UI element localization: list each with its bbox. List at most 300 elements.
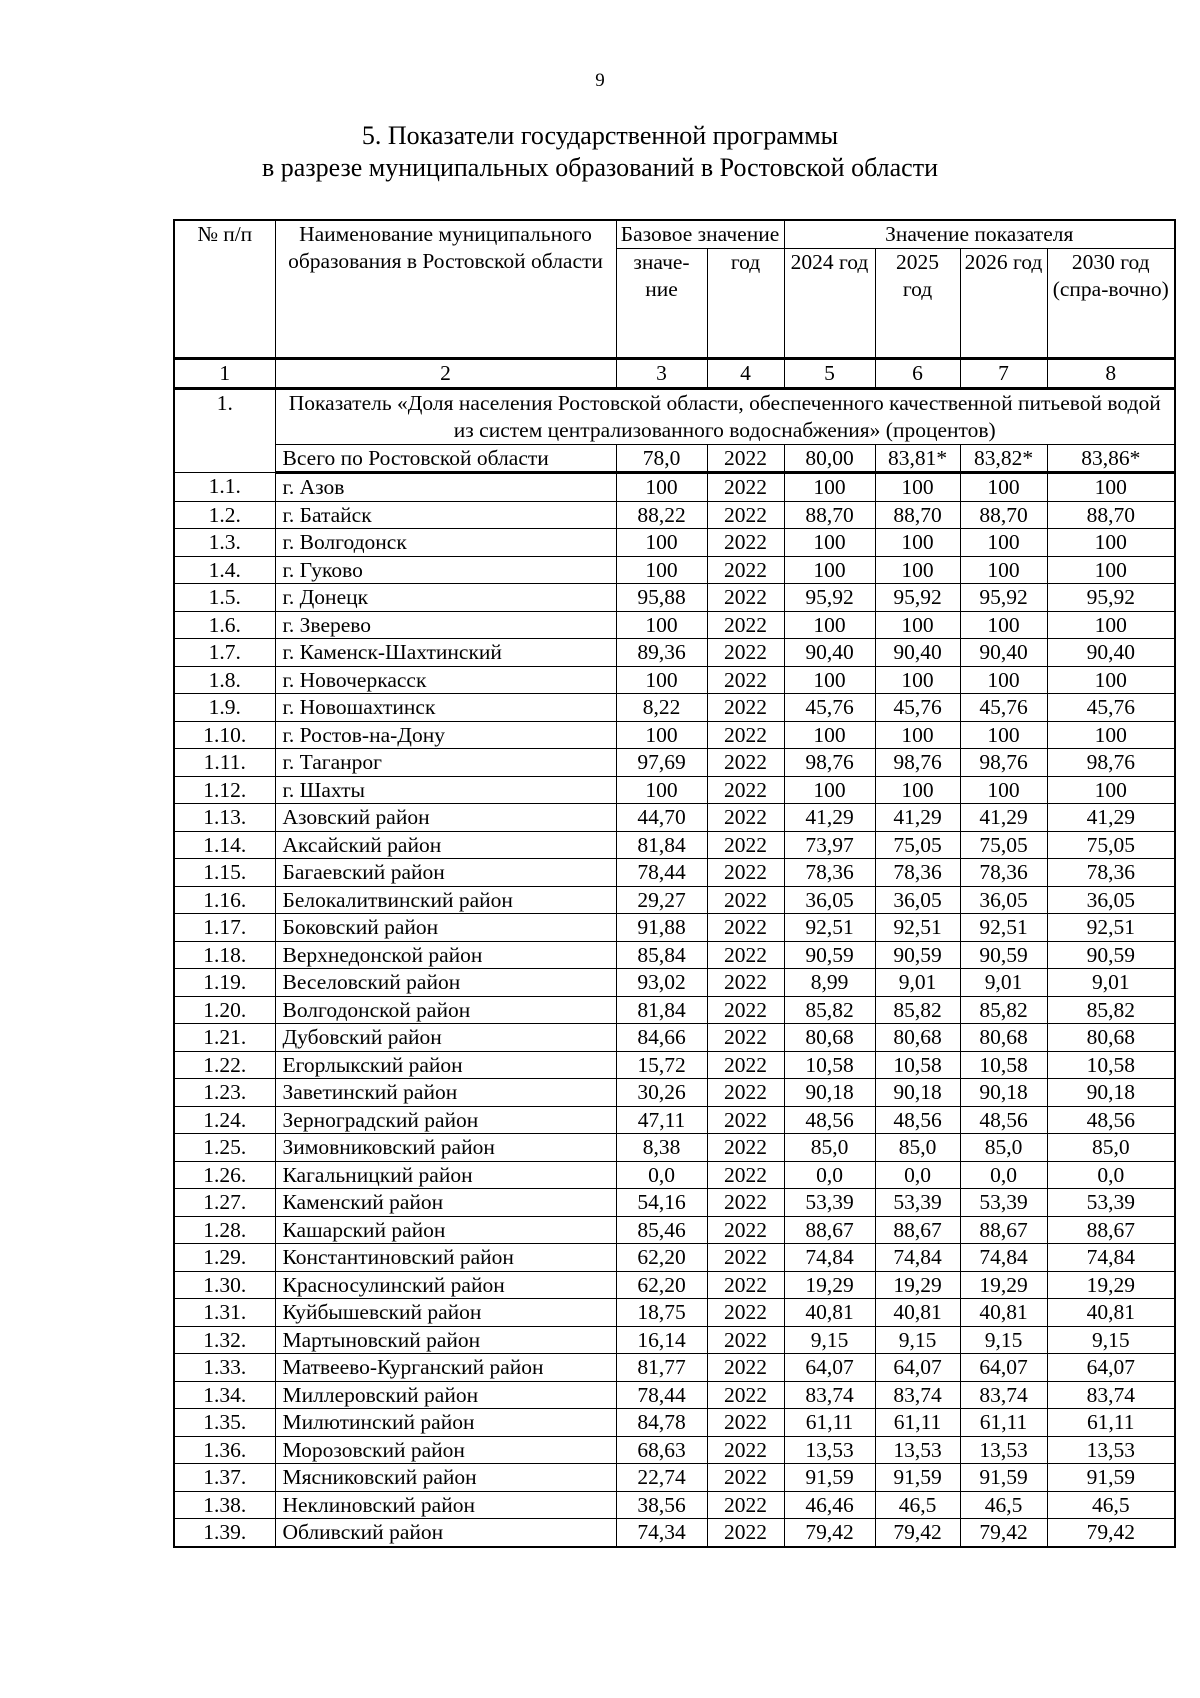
value-cell: 2022 xyxy=(707,749,784,777)
row-number: 1.28. xyxy=(174,1216,275,1244)
municipality-name: Егорлыкский район xyxy=(275,1051,616,1079)
value-cell: 8,38 xyxy=(616,1134,707,1162)
header-indicator: Значение показателя xyxy=(784,220,1175,249)
value-cell: 98,76 xyxy=(784,749,875,777)
header-base-value: значе-ние xyxy=(616,249,707,359)
value-cell: 100 xyxy=(784,666,875,694)
table-row xyxy=(174,1161,1175,1189)
value-cell: 2022 xyxy=(707,1354,784,1382)
table-row xyxy=(174,611,1175,639)
value-cell: 100 xyxy=(1047,611,1175,639)
table-row xyxy=(174,1244,1175,1272)
municipality-name: Волгодонской район xyxy=(275,996,616,1024)
value-cell: 16,14 xyxy=(616,1326,707,1354)
value-cell: 0,0 xyxy=(1047,1161,1175,1189)
row-number: 1.20. xyxy=(174,996,275,1024)
value-cell: 100 xyxy=(1047,721,1175,749)
value-cell: 100 xyxy=(875,529,960,557)
row-number: 1.38. xyxy=(174,1491,275,1519)
value-cell: 85,82 xyxy=(875,996,960,1024)
municipality-name: г. Азов xyxy=(275,473,616,502)
value-cell: 88,67 xyxy=(784,1216,875,1244)
municipality-name: Боковский район xyxy=(275,914,616,942)
value-cell: 78,44 xyxy=(616,859,707,887)
value-cell: 100 xyxy=(960,529,1047,557)
value-cell: 80,68 xyxy=(960,1024,1047,1052)
value-cell: 100 xyxy=(616,776,707,804)
value-cell: 100 xyxy=(875,611,960,639)
value-cell: 61,11 xyxy=(960,1409,1047,1437)
table-row xyxy=(174,501,1175,529)
value-cell: 100 xyxy=(1047,666,1175,694)
row-number: 1.23. xyxy=(174,1079,275,1107)
value-cell: 98,76 xyxy=(960,749,1047,777)
table-row xyxy=(174,1079,1175,1107)
table-row xyxy=(174,1464,1175,1492)
value-cell: 81,77 xyxy=(616,1354,707,1382)
municipality-name: г. Волгодонск xyxy=(275,529,616,557)
value-cell: 2022 xyxy=(707,1106,784,1134)
municipality-name: г. Новочеркасск xyxy=(275,666,616,694)
total-name: Всего по Ростовской области xyxy=(275,444,616,473)
value-cell: 91,59 xyxy=(1047,1464,1175,1492)
value-cell: 2022 xyxy=(707,804,784,832)
value-cell: 2022 xyxy=(707,501,784,529)
header-2026: 2026 год xyxy=(960,249,1047,359)
row-number: 1.30. xyxy=(174,1271,275,1299)
value-cell: 100 xyxy=(875,473,960,502)
table-row xyxy=(174,1106,1175,1134)
municipality-name: Неклиновский район xyxy=(275,1491,616,1519)
value-cell: 88,70 xyxy=(1047,501,1175,529)
col-number: 7 xyxy=(960,359,1047,389)
value-cell: 2022 xyxy=(707,639,784,667)
value-cell: 100 xyxy=(960,721,1047,749)
value-cell: 53,39 xyxy=(1047,1189,1175,1217)
value-cell: 54,16 xyxy=(616,1189,707,1217)
row-number: 1.36. xyxy=(174,1436,275,1464)
row-number: 1.6. xyxy=(174,611,275,639)
value-cell: 40,81 xyxy=(1047,1299,1175,1327)
value-cell: 74,34 xyxy=(616,1519,707,1547)
municipality-name: г. Таганрог xyxy=(275,749,616,777)
row-number: 1.14. xyxy=(174,831,275,859)
municipality-name: Матвеево-Курганский район xyxy=(275,1354,616,1382)
value-cell: 2022 xyxy=(707,1491,784,1519)
value-cell: 45,76 xyxy=(875,694,960,722)
value-cell: 68,63 xyxy=(616,1436,707,1464)
value-cell: 100 xyxy=(616,529,707,557)
municipality-name: Азовский район xyxy=(275,804,616,832)
value-cell: 100 xyxy=(960,611,1047,639)
table-row xyxy=(174,721,1175,749)
value-cell: 83,74 xyxy=(784,1381,875,1409)
row-number: 1.32. xyxy=(174,1326,275,1354)
row-number: 1.21. xyxy=(174,1024,275,1052)
indicator-num: 1. xyxy=(174,388,275,473)
municipality-name: Багаевский район xyxy=(275,859,616,887)
value-cell: 44,70 xyxy=(616,804,707,832)
value-cell: 90,59 xyxy=(875,941,960,969)
municipality-name: г. Батайск xyxy=(275,501,616,529)
value-cell: 2022 xyxy=(707,1381,784,1409)
value-cell: 81,84 xyxy=(616,831,707,859)
value-cell: 2022 xyxy=(707,1216,784,1244)
value-cell: 100 xyxy=(784,529,875,557)
table-row xyxy=(174,1491,1175,1519)
municipality-name: Мартыновский район xyxy=(275,1326,616,1354)
total-cell: 80,00 xyxy=(784,444,875,473)
value-cell: 100 xyxy=(1047,556,1175,584)
value-cell: 9,01 xyxy=(1047,969,1175,997)
table-row xyxy=(174,1354,1175,1382)
row-number: 1.2. xyxy=(174,501,275,529)
value-cell: 41,29 xyxy=(875,804,960,832)
value-cell: 85,0 xyxy=(784,1134,875,1162)
value-cell: 88,67 xyxy=(960,1216,1047,1244)
value-cell: 100 xyxy=(616,611,707,639)
municipality-name: г. Гуково xyxy=(275,556,616,584)
row-number: 1.27. xyxy=(174,1189,275,1217)
table-row xyxy=(174,776,1175,804)
value-cell: 36,05 xyxy=(784,886,875,914)
value-cell: 85,82 xyxy=(1047,996,1175,1024)
municipality-name: г. Зверево xyxy=(275,611,616,639)
value-cell: 90,40 xyxy=(1047,639,1175,667)
value-cell: 79,42 xyxy=(875,1519,960,1547)
value-cell: 36,05 xyxy=(960,886,1047,914)
value-cell: 2022 xyxy=(707,996,784,1024)
value-cell: 2022 xyxy=(707,1051,784,1079)
value-cell: 41,29 xyxy=(960,804,1047,832)
municipality-name: Зимовниковский район xyxy=(275,1134,616,1162)
value-cell: 95,92 xyxy=(784,584,875,612)
value-cell: 100 xyxy=(784,473,875,502)
table-row xyxy=(174,584,1175,612)
value-cell: 100 xyxy=(784,556,875,584)
indicators-table xyxy=(173,219,1176,1548)
value-cell: 8,22 xyxy=(616,694,707,722)
value-cell: 29,27 xyxy=(616,886,707,914)
table-row xyxy=(174,639,1175,667)
row-number: 1.33. xyxy=(174,1354,275,1382)
value-cell: 48,56 xyxy=(1047,1106,1175,1134)
value-cell: 38,56 xyxy=(616,1491,707,1519)
value-cell: 2022 xyxy=(707,1464,784,1492)
row-number: 1.18. xyxy=(174,941,275,969)
value-cell: 85,82 xyxy=(784,996,875,1024)
value-cell: 98,76 xyxy=(1047,749,1175,777)
table-row xyxy=(174,1051,1175,1079)
value-cell: 30,26 xyxy=(616,1079,707,1107)
value-cell: 46,46 xyxy=(784,1491,875,1519)
municipality-name: Куйбышевский район xyxy=(275,1299,616,1327)
value-cell: 81,84 xyxy=(616,996,707,1024)
header-2024: 2024 год xyxy=(784,249,875,359)
value-cell: 85,0 xyxy=(960,1134,1047,1162)
value-cell: 80,68 xyxy=(1047,1024,1175,1052)
municipality-name: Морозовский район xyxy=(275,1436,616,1464)
value-cell: 2022 xyxy=(707,1436,784,1464)
value-cell: 9,15 xyxy=(960,1326,1047,1354)
table-row xyxy=(174,941,1175,969)
table-row xyxy=(174,1519,1175,1547)
row-number: 1.7. xyxy=(174,639,275,667)
value-cell: 90,18 xyxy=(875,1079,960,1107)
value-cell: 100 xyxy=(616,666,707,694)
municipality-name: Дубовский район xyxy=(275,1024,616,1052)
municipality-name: г. Донецк xyxy=(275,584,616,612)
value-cell: 95,92 xyxy=(960,584,1047,612)
page-number: 9 xyxy=(595,70,605,91)
header-2025: 2025 год xyxy=(875,249,960,359)
table-row xyxy=(174,886,1175,914)
value-cell: 61,11 xyxy=(1047,1409,1175,1437)
col-number: 4 xyxy=(707,359,784,389)
indicator-text: Показатель «Доля населения Ростовской области, обеспеченного качественной питьевой водой из систем централизованного водоснабжения» (процентов) xyxy=(275,388,1175,444)
value-cell: 92,51 xyxy=(1047,914,1175,942)
total-cell: 83,81* xyxy=(875,444,960,473)
row-number: 1.31. xyxy=(174,1299,275,1327)
municipality-name: Милютинский район xyxy=(275,1409,616,1437)
indicator-row xyxy=(174,388,1175,444)
value-cell: 78,44 xyxy=(616,1381,707,1409)
value-cell: 9,01 xyxy=(960,969,1047,997)
header-2030: 2030 год (спра-вочно) xyxy=(1047,249,1175,359)
municipality-name: Константиновский район xyxy=(275,1244,616,1272)
value-cell: 78,36 xyxy=(875,859,960,887)
value-cell: 79,42 xyxy=(784,1519,875,1547)
municipality-name: Мясниковский район xyxy=(275,1464,616,1492)
value-cell: 88,67 xyxy=(875,1216,960,1244)
value-cell: 2022 xyxy=(707,1161,784,1189)
total-cell: 83,82* xyxy=(960,444,1047,473)
value-cell: 2022 xyxy=(707,914,784,942)
value-cell: 64,07 xyxy=(1047,1354,1175,1382)
row-number: 1.4. xyxy=(174,556,275,584)
municipality-name: Обливский район xyxy=(275,1519,616,1547)
value-cell: 2022 xyxy=(707,886,784,914)
total-cell: 83,86* xyxy=(1047,444,1175,473)
value-cell: 2022 xyxy=(707,694,784,722)
value-cell: 2022 xyxy=(707,721,784,749)
value-cell: 95,92 xyxy=(875,584,960,612)
value-cell: 13,53 xyxy=(960,1436,1047,1464)
value-cell: 75,05 xyxy=(1047,831,1175,859)
value-cell: 2022 xyxy=(707,1189,784,1217)
total-cell: 78,0 xyxy=(616,444,707,473)
value-cell: 2022 xyxy=(707,1519,784,1547)
row-number: 1.12. xyxy=(174,776,275,804)
value-cell: 100 xyxy=(960,556,1047,584)
value-cell: 2022 xyxy=(707,1271,784,1299)
value-cell: 64,07 xyxy=(784,1354,875,1382)
value-cell: 74,84 xyxy=(1047,1244,1175,1272)
row-number: 1.26. xyxy=(174,1161,275,1189)
table-row xyxy=(174,1326,1175,1354)
value-cell: 90,59 xyxy=(960,941,1047,969)
table-row xyxy=(174,1436,1175,1464)
table-row xyxy=(174,1024,1175,1052)
row-number: 1.19. xyxy=(174,969,275,997)
value-cell: 90,18 xyxy=(960,1079,1047,1107)
value-cell: 100 xyxy=(784,721,875,749)
table-row xyxy=(174,859,1175,887)
value-cell: 2022 xyxy=(707,859,784,887)
value-cell: 19,29 xyxy=(875,1271,960,1299)
value-cell: 90,59 xyxy=(1047,941,1175,969)
value-cell: 100 xyxy=(960,666,1047,694)
value-cell: 97,69 xyxy=(616,749,707,777)
value-cell: 0,0 xyxy=(784,1161,875,1189)
value-cell: 83,74 xyxy=(875,1381,960,1409)
municipality-name: Веселовский район xyxy=(275,969,616,997)
row-number: 1.5. xyxy=(174,584,275,612)
value-cell: 53,39 xyxy=(784,1189,875,1217)
value-cell: 92,51 xyxy=(960,914,1047,942)
value-cell: 13,53 xyxy=(875,1436,960,1464)
value-cell: 46,5 xyxy=(960,1491,1047,1519)
municipality-name: г. Каменск-Шахтинский xyxy=(275,639,616,667)
header-name: Наименование муниципального образования в Ростовской области xyxy=(275,220,616,359)
row-number: 1.3. xyxy=(174,529,275,557)
table-row xyxy=(174,1409,1175,1437)
municipality-name: г. Шахты xyxy=(275,776,616,804)
row-number: 1.1. xyxy=(174,473,275,502)
value-cell: 90,40 xyxy=(875,639,960,667)
value-cell: 88,67 xyxy=(1047,1216,1175,1244)
value-cell: 100 xyxy=(616,473,707,502)
header-base: Базовое значение xyxy=(616,220,784,249)
municipality-name: Верхнедонской район xyxy=(275,941,616,969)
value-cell: 91,59 xyxy=(875,1464,960,1492)
value-cell: 13,53 xyxy=(784,1436,875,1464)
value-cell: 74,84 xyxy=(875,1244,960,1272)
value-cell: 18,75 xyxy=(616,1299,707,1327)
table-row xyxy=(174,694,1175,722)
header-num: № п/п xyxy=(174,220,275,359)
column-numbers-row xyxy=(174,359,1175,389)
value-cell: 41,29 xyxy=(1047,804,1175,832)
value-cell: 10,58 xyxy=(960,1051,1047,1079)
value-cell: 100 xyxy=(784,776,875,804)
row-number: 1.13. xyxy=(174,804,275,832)
value-cell: 93,02 xyxy=(616,969,707,997)
col-number: 1 xyxy=(174,359,275,389)
municipality-name: Красносулинский район xyxy=(275,1271,616,1299)
value-cell: 100 xyxy=(875,556,960,584)
table-row xyxy=(174,473,1175,502)
municipality-name: г. Новошахтинск xyxy=(275,694,616,722)
value-cell: 46,5 xyxy=(1047,1491,1175,1519)
municipality-name: Заветинский район xyxy=(275,1079,616,1107)
col-number: 2 xyxy=(275,359,616,389)
value-cell: 100 xyxy=(960,473,1047,502)
total-cell: 2022 xyxy=(707,444,784,473)
value-cell: 100 xyxy=(1047,529,1175,557)
value-cell: 36,05 xyxy=(1047,886,1175,914)
row-number: 1.16. xyxy=(174,886,275,914)
municipality-name: Миллеровский район xyxy=(275,1381,616,1409)
value-cell: 62,20 xyxy=(616,1244,707,1272)
table-row xyxy=(174,749,1175,777)
value-cell: 74,84 xyxy=(960,1244,1047,1272)
value-cell: 78,36 xyxy=(1047,859,1175,887)
row-number: 1.24. xyxy=(174,1106,275,1134)
value-cell: 90,40 xyxy=(960,639,1047,667)
municipality-name: Кашарский район xyxy=(275,1216,616,1244)
value-cell: 2022 xyxy=(707,1409,784,1437)
row-number: 1.11. xyxy=(174,749,275,777)
table-row xyxy=(174,556,1175,584)
value-cell: 100 xyxy=(875,721,960,749)
table-row xyxy=(174,996,1175,1024)
col-number: 6 xyxy=(875,359,960,389)
value-cell: 45,76 xyxy=(1047,694,1175,722)
value-cell: 100 xyxy=(875,776,960,804)
value-cell: 88,70 xyxy=(960,501,1047,529)
col-number: 5 xyxy=(784,359,875,389)
table-row xyxy=(174,1134,1175,1162)
col-number: 3 xyxy=(616,359,707,389)
value-cell: 45,76 xyxy=(960,694,1047,722)
value-cell: 100 xyxy=(1047,473,1175,502)
value-cell: 2022 xyxy=(707,611,784,639)
value-cell: 90,40 xyxy=(784,639,875,667)
value-cell: 100 xyxy=(875,666,960,694)
value-cell: 79,42 xyxy=(1047,1519,1175,1547)
row-number: 1.35. xyxy=(174,1409,275,1437)
value-cell: 75,05 xyxy=(875,831,960,859)
value-cell: 91,59 xyxy=(960,1464,1047,1492)
value-cell: 91,88 xyxy=(616,914,707,942)
value-cell: 61,11 xyxy=(784,1409,875,1437)
municipality-name: Аксайский район xyxy=(275,831,616,859)
value-cell: 2022 xyxy=(707,941,784,969)
value-cell: 73,97 xyxy=(784,831,875,859)
value-cell: 89,36 xyxy=(616,639,707,667)
value-cell: 84,78 xyxy=(616,1409,707,1437)
value-cell: 95,92 xyxy=(1047,584,1175,612)
value-cell: 100 xyxy=(616,556,707,584)
row-number: 1.37. xyxy=(174,1464,275,1492)
row-number: 1.8. xyxy=(174,666,275,694)
header-base-year: год xyxy=(707,249,784,359)
table-row xyxy=(174,666,1175,694)
value-cell: 2022 xyxy=(707,1079,784,1107)
value-cell: 100 xyxy=(960,776,1047,804)
value-cell: 91,59 xyxy=(784,1464,875,1492)
table-row xyxy=(174,1299,1175,1327)
value-cell: 85,46 xyxy=(616,1216,707,1244)
value-cell: 2022 xyxy=(707,1326,784,1354)
municipality-name: Кагальницкий район xyxy=(275,1161,616,1189)
value-cell: 2022 xyxy=(707,666,784,694)
value-cell: 90,18 xyxy=(1047,1079,1175,1107)
value-cell: 19,29 xyxy=(784,1271,875,1299)
value-cell: 2022 xyxy=(707,831,784,859)
row-number: 1.17. xyxy=(174,914,275,942)
value-cell: 40,81 xyxy=(875,1299,960,1327)
value-cell: 48,56 xyxy=(875,1106,960,1134)
row-number: 1.10. xyxy=(174,721,275,749)
value-cell: 10,58 xyxy=(875,1051,960,1079)
table-row xyxy=(174,914,1175,942)
value-cell: 78,36 xyxy=(784,859,875,887)
value-cell: 64,07 xyxy=(960,1354,1047,1382)
table-row xyxy=(174,529,1175,557)
value-cell: 80,68 xyxy=(784,1024,875,1052)
